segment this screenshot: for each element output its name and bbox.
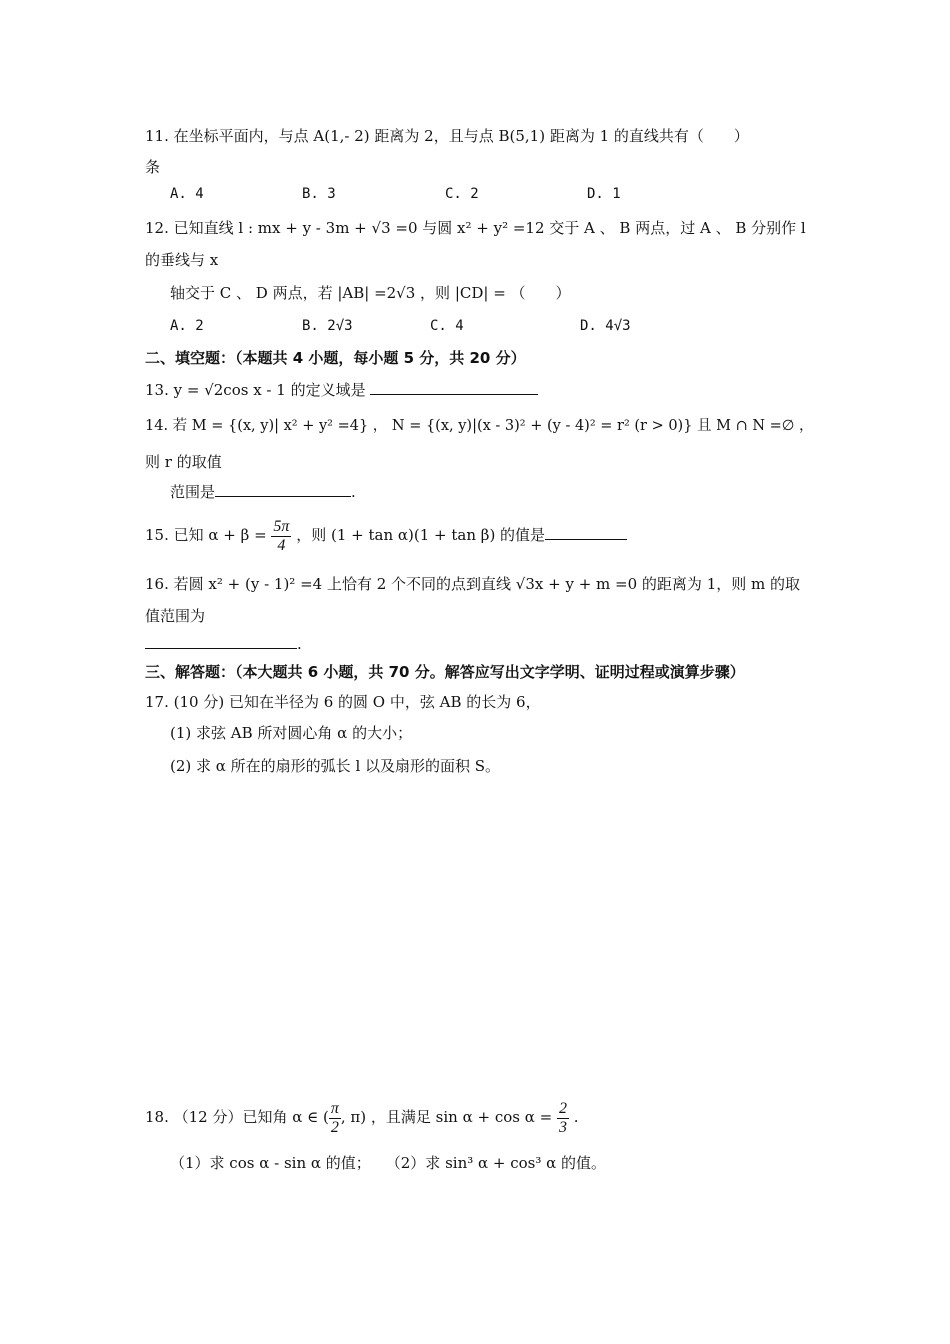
- q16-line3-end: .: [297, 635, 302, 653]
- q18-fraction-pi-over-2: [329, 1100, 341, 1137]
- q18: [145, 1092, 579, 1142]
- q18-fraction2-denominator: 3: [558, 1118, 567, 1136]
- q11-option-b: B. 3: [302, 186, 336, 202]
- q14-line3-end: .: [351, 483, 356, 501]
- q12-option-d: D. 4√3: [580, 318, 631, 334]
- q15-fraction-denominator: 4: [277, 536, 286, 554]
- q13-text: 13. y = √2cos x - 1 的定义域是: [145, 381, 366, 399]
- q14-line3-text: 范围是: [170, 483, 216, 501]
- q18-prefix: 18. （12 分）已知角 α ∈ (: [145, 1108, 329, 1126]
- q14-line1: 14. 若 M = {(x, y)| x² + y² =4} ， N = {(x, y)|(x - 3)² + (y - 4)² = r² (r > 0)} 且 M ∩ N =∅ ，: [145, 418, 814, 434]
- q16-answer-blank[interactable]: [145, 634, 297, 649]
- q11-option-a: A. 4: [170, 186, 204, 202]
- section-3-heading: 三、解答题：（本大题共 6 小题，共 70 分。解答应写出文字学明、证明过程或演算步骤）: [145, 663, 745, 681]
- q18-line2: （1）求 cos α - sin α 的值； （2）求 sin³ α + cos³ α 的值。: [170, 1154, 607, 1172]
- q13-answer-blank[interactable]: [370, 380, 538, 395]
- q14-line3: [170, 482, 356, 502]
- q16-line3: [145, 634, 302, 654]
- q12-line1: 12. 已知直线 l : mx + y - 3m + √3 =0 与圆 x² + y² =12 交于 A 、 B 两点，过 A 、 B 分别作 l: [145, 219, 806, 237]
- section-2-heading: 二、填空题：（本题共 4 小题，每小题 5 分，共 20 分）: [145, 349, 526, 367]
- q11-option-d: D. 1: [587, 186, 621, 202]
- q17-line3: (2) 求 α 所在的扇形的弧长 l 以及扇形的面积 S。: [170, 757, 501, 775]
- q14-answer-blank[interactable]: [215, 482, 351, 497]
- q15-answer-blank[interactable]: [545, 525, 627, 540]
- q11-option-c: C. 2: [445, 186, 479, 202]
- q14-line2: 则 r 的取值: [145, 453, 222, 471]
- q18-mid: , π) ，且满足 sin α + cos α =: [340, 1108, 553, 1126]
- q11-line2: 条: [145, 158, 161, 176]
- q12-line3: 轴交于 C 、 D 两点，若 |AB| =2√3 ，则 |CD| = （ ）: [170, 284, 571, 302]
- q12-option-a: A. 2: [170, 318, 204, 334]
- q12-line2: 的垂线与 x: [145, 251, 219, 269]
- q15-prefix: 15. 已知 α + β =: [145, 526, 267, 544]
- q12-option-c: C. 4: [430, 318, 464, 334]
- q15: [145, 512, 627, 558]
- q18-fraction1-numerator: π: [330, 1099, 339, 1117]
- q15-fraction: [271, 518, 291, 555]
- q16-line2: 值范围为: [145, 607, 206, 625]
- q13: [145, 380, 538, 400]
- q17-line2: (1) 求弦 AB 所对圆心角 α 的大小；: [170, 724, 413, 742]
- q16-line1: 16. 若圆 x² + (y - 1)² =4 上恰有 2 个不同的点到直线 √3x + y + m =0 的距离为 1，则 m 的取: [145, 575, 800, 593]
- q17-line1: 17. (10 分) 已知在半径为 6 的圆 O 中，弦 AB 的长为 6，: [145, 693, 541, 711]
- q18-end: .: [568, 1108, 579, 1126]
- q18-fraction1-denominator: 2: [330, 1118, 339, 1136]
- q12-option-b: B. 2√3: [302, 318, 353, 334]
- q11-line1: 11. 在坐标平面内，与点 A(1,- 2) 距离为 2，且与点 B(5,1) 距离为 1 的直线共有（ ）: [145, 127, 749, 145]
- q15-suffix: ，则 (1 + tan α)(1 + tan β) 的值是: [296, 526, 546, 544]
- q15-fraction-numerator: 5π: [273, 517, 290, 535]
- q18-fraction-two-thirds: [557, 1100, 569, 1137]
- q18-fraction2-numerator: 2: [558, 1099, 567, 1117]
